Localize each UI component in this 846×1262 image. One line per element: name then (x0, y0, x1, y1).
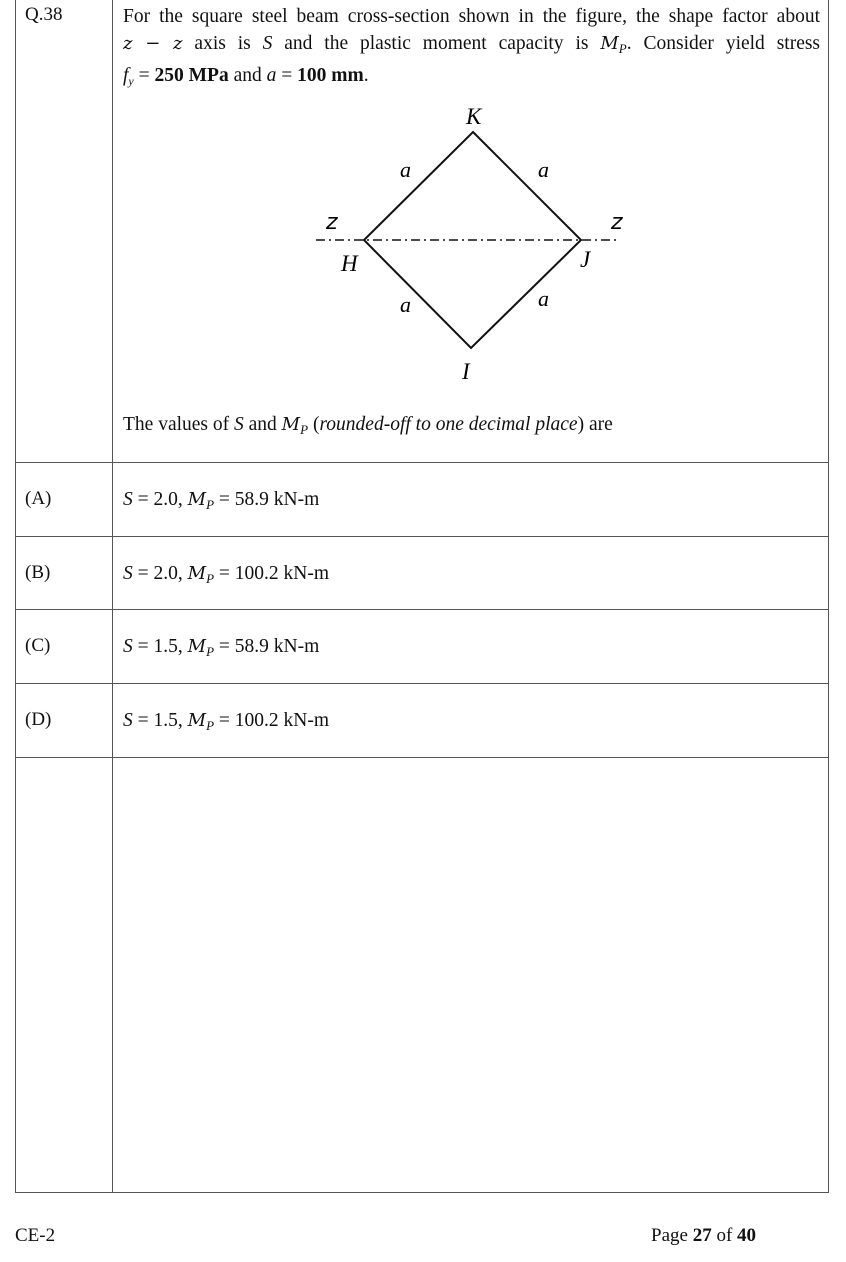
side-length-value: 100 mm (297, 65, 364, 86)
side-label-bottom-left: a (400, 292, 411, 317)
row-divider (15, 462, 829, 463)
question-tail: The values of S and $M_P$ (rounded-off to one decimal place) are (123, 414, 613, 437)
row-divider (15, 536, 829, 537)
yield-stress-symbol: f (123, 65, 129, 86)
axis-symbol: z − z (123, 33, 183, 54)
question-number: Q.38 (25, 4, 63, 25)
stem-line-2: z − z axis is S and the plastic moment capacity is $M_P$. Consider yield stress (123, 33, 821, 56)
plastic-moment-symbol: M (600, 33, 619, 54)
row-divider (15, 683, 829, 684)
side-label-bottom-right: a (538, 286, 549, 311)
side-length-symbol: a (266, 65, 277, 86)
side-label-top-right: a (538, 157, 549, 182)
option-b-text[interactable]: S = 2.0, $M_P = 100.2$ kN-m (123, 563, 330, 586)
option-d-text[interactable]: S = 1.5, $M_P = 100.2$ kN-m (123, 710, 330, 733)
vertex-label-k: K (466, 104, 482, 129)
vertex-label-i: I (462, 359, 470, 384)
row-divider (15, 757, 829, 758)
stem-line-3: $f_y = 250$ MPa and a = 100 mm. (123, 65, 369, 88)
option-d-label[interactable]: (D) (25, 709, 52, 730)
side-label-top-left: a (400, 157, 411, 182)
stem-line-1: For the square steel beam cross-section shown in the figure, the shape factor about (123, 6, 820, 27)
option-c-label[interactable]: (C) (25, 635, 51, 656)
option-b-label[interactable]: (B) (25, 562, 51, 583)
vertex-label-j: J (580, 247, 591, 272)
vertex-label-h: H (341, 251, 358, 276)
option-a-text[interactable]: S = 2.0, $M_P = 58.9$ kN-m (123, 489, 320, 512)
cross-section-figure (300, 95, 640, 390)
yield-stress-value: 250 MPa (154, 65, 229, 86)
paper-code: CE-2 (15, 1225, 56, 1246)
column-divider (112, 0, 113, 1193)
option-a-label[interactable]: (A) (25, 488, 52, 509)
page-number: Page 27 of 40 (651, 1225, 757, 1246)
shape-factor-symbol: S (262, 33, 273, 54)
axis-label-z-right: z (611, 210, 623, 235)
option-c-text[interactable]: S = 1.5, $M_P = 58.9$ kN-m (123, 636, 320, 659)
question-stem (123, 3, 820, 95)
row-divider (15, 609, 829, 610)
axis-label-z-left: z (326, 210, 338, 235)
